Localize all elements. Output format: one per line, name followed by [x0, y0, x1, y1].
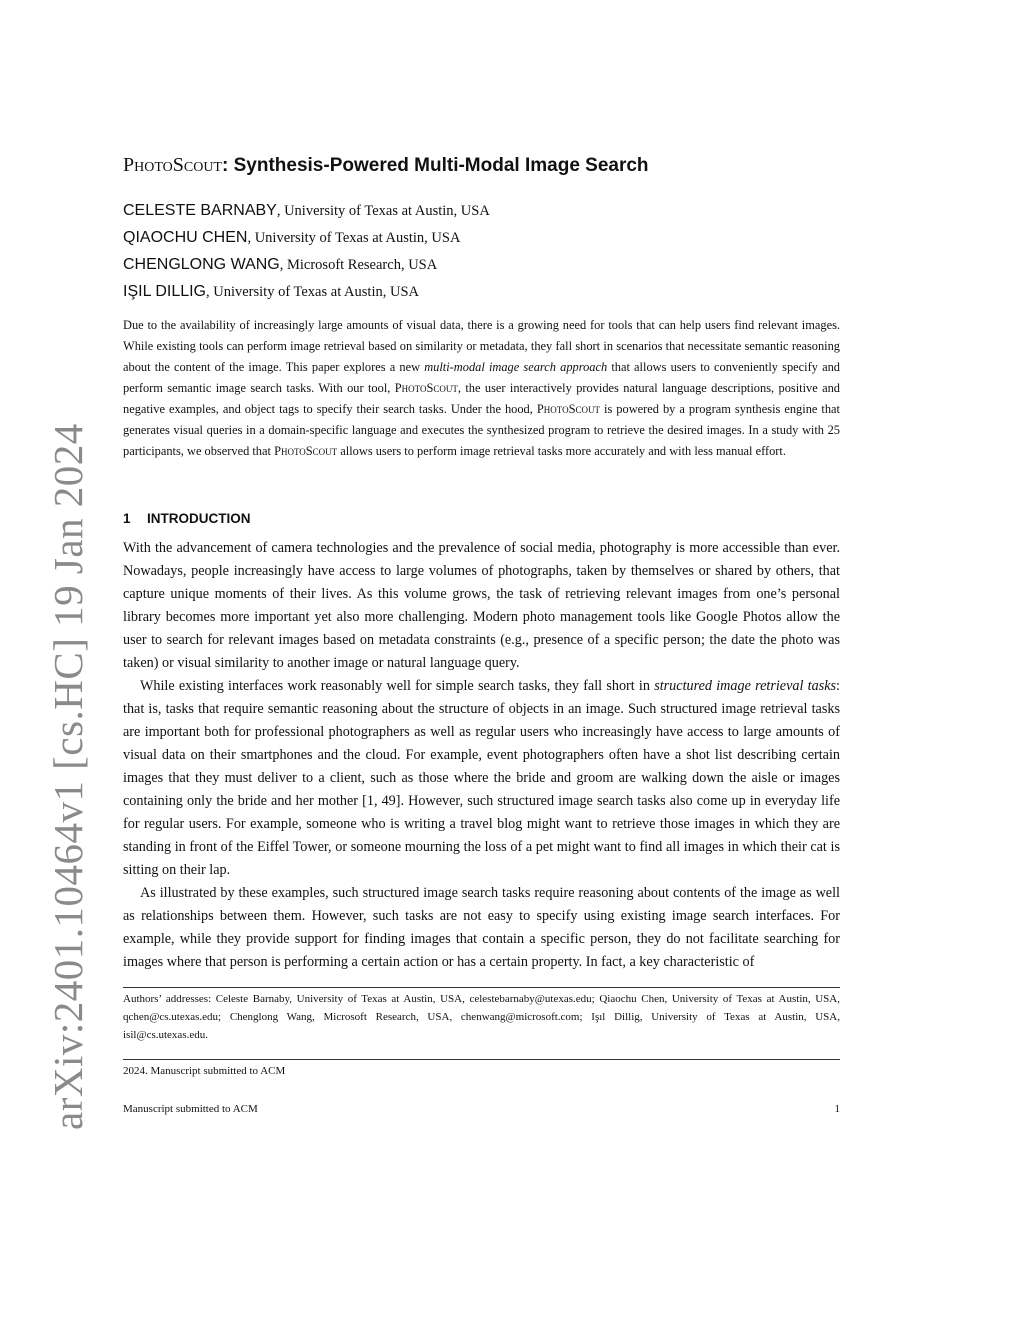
footer-venue: Manuscript submitted to ACM [123, 1103, 258, 1115]
author-name: CELESTE BARNABY [123, 202, 277, 219]
author-affiliation: , University of Texas at Austin, USA [276, 203, 490, 219]
author-name: CHENGLONG WANG [123, 256, 280, 273]
author-entry [123, 251, 840, 278]
author-affiliation: , Microsoft Research, USA [279, 257, 438, 273]
section-number: 1 [123, 511, 131, 526]
paper-title [123, 152, 840, 179]
intro-paragraph-2 [123, 675, 840, 882]
abstract-system-name: PhotoScout [536, 402, 600, 416]
system-name: PhotoScout [123, 154, 222, 176]
abstract-text: is powered by a program synthesis engine that generates visual queries in a domain-specific language and executes the synthesized program to retrieve the desired images. In a study with 25 participants, we observed that [123, 402, 840, 458]
intro-paragraph-1: With the advancement of camera technologies and the prevalence of social media, photography is more accessible than ever. Nowadays, people increasingly have access to large volumes of photographs, taken by themselves or shared by others, that capture unique moments of their lives. As this volume grows, the task of retrieving relevant images from one’s personal library becomes more important yet also more challenging. Modern photo management tools like Google Photos allow the user to search for relevant images based on metadata constraints (e.g., presence of a specific person; the date the photo was taken) or visual similarity to another image or natural language query. [123, 540, 840, 671]
paragraph-text: : that is, tasks that require semantic reasoning about the structure of objects in an image. Such structured image retrieval tasks are important both for professional photographers as well as regular users who increasingly have access to large amounts of visual data on their smartphones and the cloud. For example, event photographers often have a shot list describing certain images that they must deliver to a client, such as those where the bride and groom are walking down the aisle or images containing only the bride and her mother [1, 49]. However, such structured image search tasks also come up in everyday life for regular users. For example, someone who is writing a travel blog might want to retrieve those images in which they are standing in front of the Eiffel Tower, or someone mourning the loss of a pet might want to find all images in which their cat is sitting on their lap. [123, 678, 840, 878]
abstract-text: Due to the availability of increasingly large amounts of visual data, there is a growing need for tools that can help users find relevant images. While existing tools can perform image retrieval based on similarity or metadata, they fall short in scenarios that necessitate semantic reasoning about the content of the image. This paper explores a new [123, 318, 840, 374]
page-number: 1 [834, 1103, 840, 1115]
author-addresses-footnote: Authors’ addresses: Celeste Barnaby, University of Texas at Austin, USA, celestebarnaby@utexas.edu; Qiaochu Chen, University of Texas at Austin, USA, qchen@cs.utexas.edu; Chenglong Wang, Microsoft Research, USA, chenwang@microsoft.com; Işıl Dillig, University of Texas at Austin, USA, isil@cs.utexas.edu. [123, 993, 840, 1041]
author-affiliation: , University of Texas at Austin, USA [247, 230, 461, 246]
abstract-system-name: PhotoScout [274, 444, 338, 458]
page-footer [123, 1101, 840, 1117]
abstract-emphasis: multi-modal image search approach [424, 360, 608, 374]
author-name: QIAOCHU CHEN [123, 229, 248, 246]
title-subtitle: : Synthesis-Powered Multi-Modal Image Search [222, 155, 649, 176]
abstract-text: that allows users to conveniently specify and perform semantic image search tasks. With our tool, [123, 360, 840, 395]
abstract-text: allows users to perform image retrieval tasks more accurately and with less manual effort. [337, 444, 786, 458]
arxiv-identifier-stamp: arXiv:2401.10464v1 [cs.HC] 19 Jan 2024 [45, 423, 91, 1130]
manuscript-note: 2024. Manuscript submitted to ACM [123, 1065, 286, 1077]
abstract-text: , the user interactively provides natural language descriptions, positive and negative examples, and object tags to specify their search tasks. Under the hood, [123, 381, 841, 416]
footnote-divider [123, 987, 840, 988]
abstract [123, 315, 840, 462]
author-name: IŞIL DILLIG [123, 283, 206, 300]
author-list [123, 197, 840, 305]
author-affiliation: , University of Texas at Austin, USA [206, 284, 419, 300]
section-title: INTRODUCTION [147, 511, 251, 526]
introduction-body [123, 537, 840, 974]
intro-paragraph-3: As illustrated by these examples, such structured image search tasks require reasoning about contents of the image as well as relationships between them. However, such tasks are not easy to specify using existing image search interfaces. For example, while they provide support for finding images that contain a specific person, they do not facilitate searching for images where that person is performing a certain action or has a certain property. In fact, a key characteristic of [123, 885, 840, 970]
manuscript-divider [123, 1059, 840, 1060]
paragraph-text: While existing interfaces work reasonably well for simple search tasks, they fall short in [140, 678, 655, 694]
paragraph-emphasis: structured image retrieval tasks [654, 678, 837, 694]
author-entry [123, 224, 840, 251]
section-heading [123, 509, 840, 529]
author-entry [123, 278, 840, 305]
abstract-system-name: PhotoScout [394, 381, 458, 395]
author-entry [123, 197, 840, 224]
